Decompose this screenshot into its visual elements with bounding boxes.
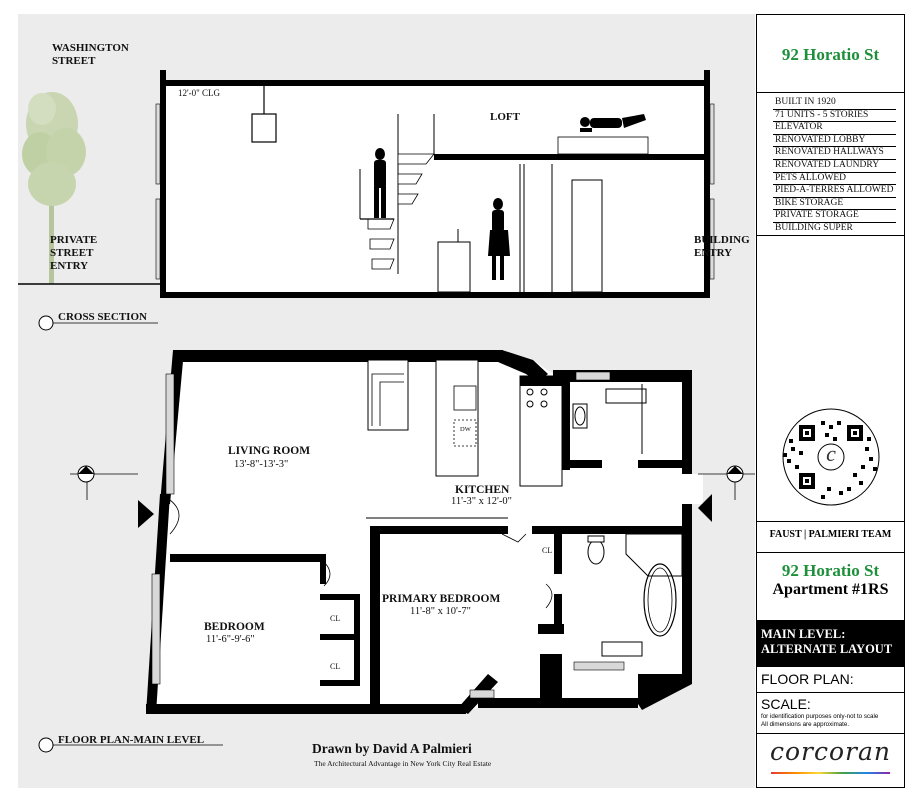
living-room-dims: 13'-8"-13'-3" (234, 459, 289, 470)
qr-logo: c (826, 441, 836, 466)
feature-item: PIED-A-TERRES ALLOWED (773, 185, 896, 198)
team-name: FAUST | PALMIERI TEAM (769, 529, 892, 540)
architectural-drawing (18, 14, 755, 788)
info-panel (756, 14, 905, 788)
section-marker-icon (70, 466, 138, 500)
apartment-number: Apartment #1RS (772, 581, 889, 598)
scale-field: SCALE: (761, 696, 811, 712)
living-room-name: LIVING ROOM (228, 445, 311, 457)
dishwasher-label: DW (460, 426, 471, 433)
scale-note: for identification purposes only-not to scale (761, 713, 879, 720)
feature-item: 71 UNITS - 5 STORIES (773, 110, 896, 123)
credit-title: Drawn by David A Palmieri (312, 741, 472, 756)
address-heading: 92 Horatio St (781, 45, 880, 64)
feature-item: BIKE STORAGE (773, 198, 896, 211)
loft-label: LOFT (490, 111, 520, 123)
brand-underline (771, 772, 890, 774)
bedroom-dims: 11'-6"-9'-6" (206, 634, 255, 645)
primary-bedroom-name: PRIMARY BEDROOM (382, 593, 501, 605)
kitchen-name: KITCHEN (455, 484, 510, 496)
section-marker-icon (698, 466, 755, 500)
cross-section (156, 70, 714, 298)
feature-item: BUILDING SUPER (773, 223, 896, 236)
closet-label: CL (330, 662, 341, 671)
qr-code (769, 407, 893, 507)
entry-arrow-icon (138, 500, 154, 528)
street-label: WASHINGTON STREET (52, 42, 129, 67)
feature-item: PRIVATE STORAGE (773, 210, 896, 223)
closet-label: CL (330, 614, 341, 623)
feature-item: PETS ALLOWED (773, 173, 896, 186)
building-entry-label: BUILDING ENTRY (694, 234, 750, 259)
feature-item: RENOVATED HALLWAYS (773, 147, 896, 160)
floor-plan-label: FLOOR PLAN-MAIN LEVEL (58, 734, 205, 746)
level-banner: MAIN LEVEL: ALTERNATE LAYOUT (757, 620, 904, 666)
kitchen-dims: 11'-3" x 12'-0" (451, 496, 512, 507)
credit-subtitle: The Architectural Advantage in New York City Real Estate (314, 759, 492, 768)
private-entry-label: PRIVATE STREET ENTRY (50, 234, 98, 272)
drawing-area (18, 14, 755, 788)
primary-bedroom-dims: 11'-8" x 10'-7" (410, 606, 471, 617)
feature-list (773, 97, 896, 236)
feature-item: RENOVATED LAUNDRY (773, 160, 896, 173)
brand-logo: corcoran (769, 737, 891, 766)
cross-section-label: CROSS SECTION (58, 311, 147, 323)
floor-plan (146, 350, 703, 714)
scale-note: All dimensions are approximate. (761, 721, 850, 728)
feature-item: BUILT IN 1920 (773, 97, 896, 110)
feature-item: ELEVATOR (773, 122, 896, 135)
feature-item: RENOVATED LOBBY (773, 135, 896, 148)
floor-plan-field: FLOOR PLAN: (761, 671, 854, 687)
bedroom-name: BEDROOM (204, 621, 265, 633)
address-title: 92 Horatio St (781, 561, 880, 580)
ceiling-height-label: 12'-0" CLG (178, 88, 221, 98)
closet-label: CL (542, 546, 553, 555)
